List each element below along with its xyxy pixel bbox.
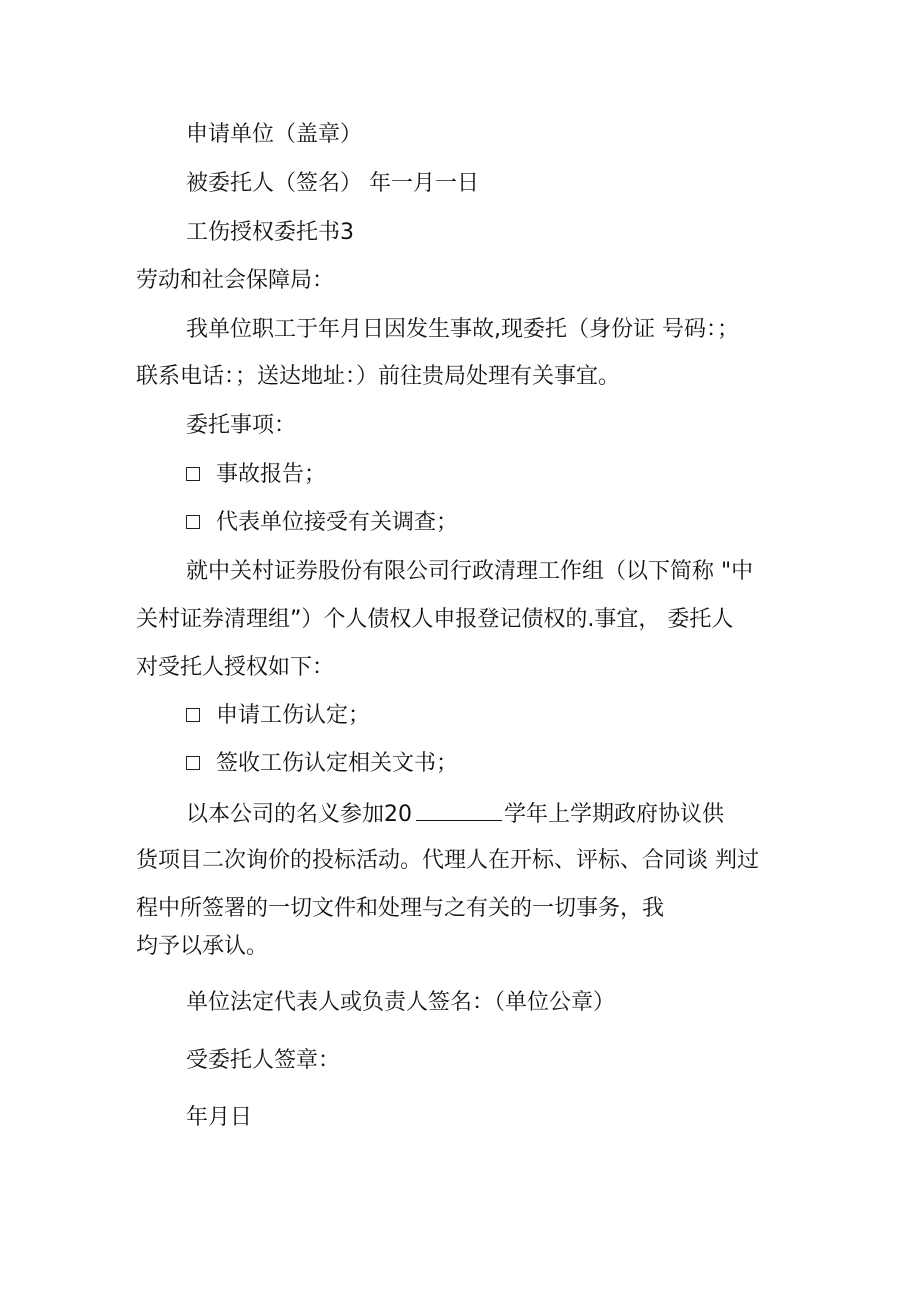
document-title: 工伤授权委托书3 (186, 220, 354, 245)
date-line: 年月日 (186, 1105, 253, 1130)
paragraph-line: 联系电话：；送达地址：）前往贵局处理有关事宜。 (136, 364, 621, 389)
paragraph-line: 我单位职工于年月日因发生事故,现委托（身份证 号码：； (186, 317, 739, 342)
checkbox-item (186, 749, 458, 779)
checkbox-item (186, 701, 370, 731)
applicant-unit-line: 申请单位（盖章） (186, 122, 363, 147)
checkbox-item (186, 508, 458, 538)
paragraph-line: 货项目二次询价的投标活动。代理人在开标、评标、合同谈 判过 (136, 848, 759, 873)
paragraph-line: 就中关村证券股份有限公司行政清理工作组（以下简称 "中 (186, 559, 754, 584)
paragraph-line: 程中所签署的一切文件和处理与之有关的一切事务，我 (136, 896, 665, 921)
legal-rep-signature-line: 单位法定代表人或负责人签名：（单位公章） (186, 990, 616, 1015)
checkbox-label: 事故报告； (216, 462, 327, 487)
paragraph-text: 学年上学期政府协议供 (504, 802, 725, 827)
section-heading: 委托事项： (186, 413, 297, 438)
checkbox-label: 签收工伤认定相关文书； (216, 751, 459, 776)
trustee-seal-line: 受委托人签章： (186, 1048, 341, 1073)
checkbox-label: 申请工伤认定； (216, 703, 371, 728)
paragraph-line: 对受托人授权如下： (136, 655, 335, 680)
checkbox-icon (186, 708, 200, 722)
paragraph-line: 均予以承认。 (136, 934, 269, 959)
paragraph-text: 以本公司的名义参加20 (186, 802, 412, 827)
checkbox-label: 代表单位接受有关调查； (216, 510, 459, 535)
checkbox-icon (186, 515, 200, 529)
checkbox-icon (186, 467, 200, 481)
fill-in-blank (416, 798, 502, 821)
paragraph-line: 关村证券清理组”）个人债权人申报登记债权的.事宜， 委托人 (136, 607, 734, 632)
paragraph-line (186, 798, 724, 830)
addressee-line: 劳动和社会保障局： (136, 268, 335, 293)
checkbox-item (186, 460, 326, 490)
checkbox-icon (186, 756, 200, 770)
trustee-signature-line: 被委托人（签名） 年一月一日 (186, 171, 479, 196)
